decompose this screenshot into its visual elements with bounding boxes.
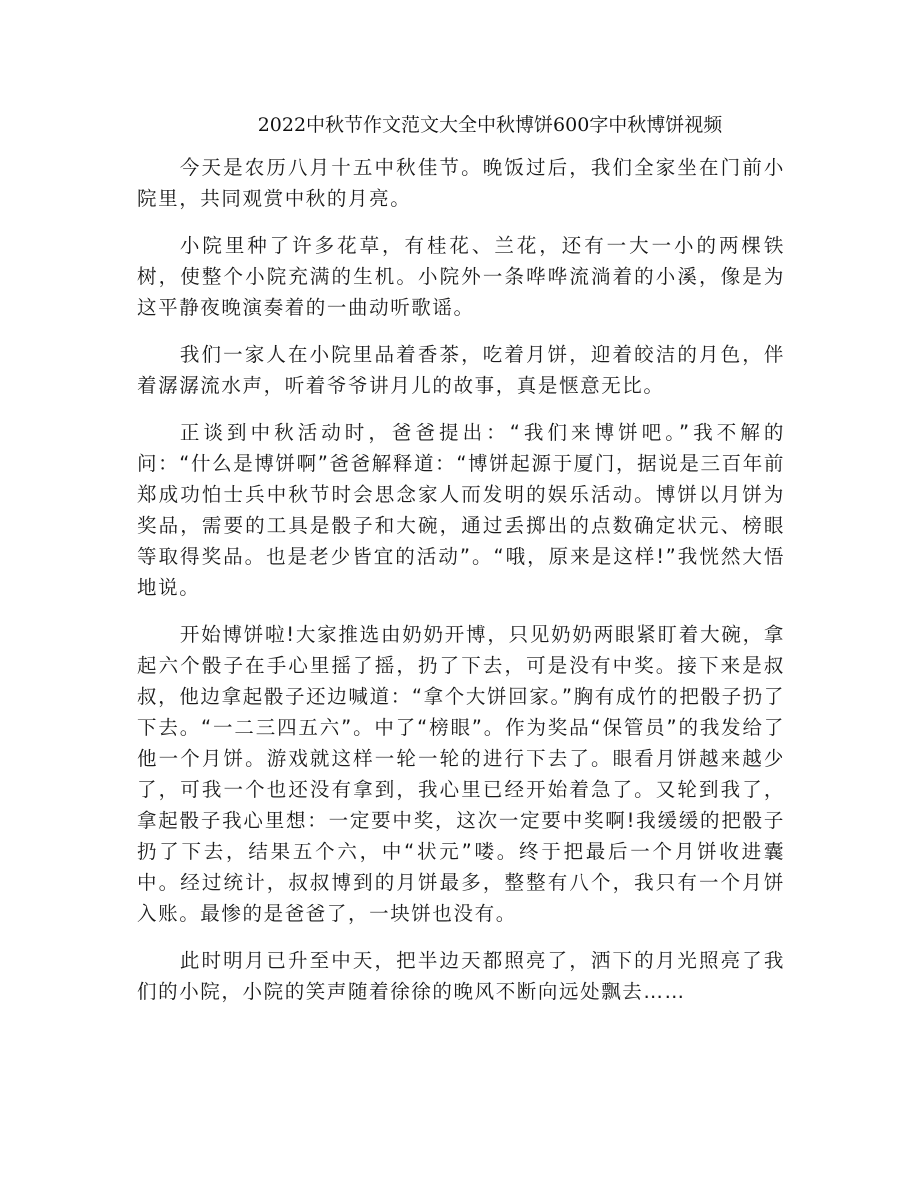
paragraph-2: 小院里种了许多花草，有桂花、兰花，还有一大一小的两棵铁树，使整个小院充满的生机。小院外一条哗哗流淌着的小溪，像是为这平静夜晚演奏着的一曲动听歌谣。 (137, 234, 785, 319)
document-body (137, 152, 785, 1023)
paragraph-3: 我们一家人在小院里品着香茶，吃着月饼，迎着皎洁的月色，伴着潺潺流水声，听着爷爷讲月儿的故事，真是惬意无比。 (137, 343, 785, 397)
paragraph-5: 开始博饼啦!大家推选由奶奶开博，只见奶奶两眼紧盯着大碗，拿起六个骰子在手心里摇了摇，扔了下去，可是没有中奖。接下来是叔叔，他边拿起骰子还边喊道：“拿个大饼回家。”胸有成竹的把骰子扔了下去。“一二三四五六”。中了“榜眼”。作为奖品“保管员”的我发给了他一个月饼。游戏就这样一轮一轮的进行下去了。眼看月饼越来越少了，可我一个也还没有拿到，我心里已经开始着急了。又轮到我了，拿起骰子我心里想：一定要中奖，这次一定要中奖啊!我缓缓的把骰子扔了下去，结果五个六，中“状元”喽。终于把最后一个月饼收进囊中。经过统计，叔叔博到的月饼最多，整整有八个，我只有一个月饼入账。最惨的是爸爸了，一块饼也没有。 (137, 623, 785, 925)
paragraph-6: 此时明月已升至中天，把半边天都照亮了，洒下的月光照亮了我们的小院，小院的笑声随着徐徐的晚风不断向远处飘去…… (137, 949, 785, 1003)
paragraph-1: 今天是农历八月十五中秋佳节。晚饭过后，我们全家坐在门前小院里，共同观赏中秋的月亮。 (137, 156, 785, 210)
document-title: 2022中秋节作文范文大全中秋博饼600字中秋博饼视频 (257, 114, 723, 136)
paragraph-4: 正谈到中秋活动时，爸爸提出：“我们来博饼吧。”我不解的问：“什么是博饼啊”爸爸解释道：“博饼起源于厦门，据说是三百年前郑成功怕士兵中秋节时会思念家人而发明的娱乐活动。博饼以月饼为奖品，需要的工具是骰子和大碗，通过丢掷出的点数确定状元、榜眼等取得奖品。也是老少皆宜的活动”。“哦，原来是这样!”我恍然大悟地说。 (137, 421, 785, 599)
